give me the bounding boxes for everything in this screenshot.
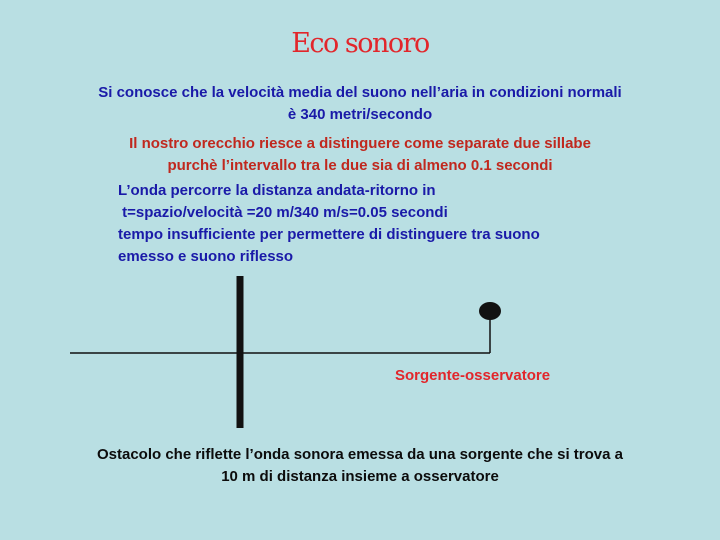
caption-line-1: Ostacolo che riflette l’onda sonora emessa da una sorgente che si trova a — [96, 446, 623, 463]
calculation-line-4: emesso e suono riflesso — [118, 248, 294, 265]
caption-line-2: 10 m di distanza insieme a osservatore — [221, 468, 499, 485]
intro-line-2: è 340 metri/secondo — [287, 106, 433, 123]
slide-title: Eco sonoro — [291, 28, 429, 59]
hearing-line-2: purchè l’intervallo tra le due sia di almeno 0.1 secondi — [167, 157, 553, 174]
source-observer-icon — [479, 302, 501, 320]
diagram-caption — [20, 444, 700, 488]
calculation-line-3: tempo insufficiente per permettere di distinguere tra suono — [118, 226, 540, 243]
calculation-line-2: t=spazio/velocità =20 m/340 m/s=0.05 secondi — [118, 204, 448, 221]
intro-line-1: Si conosce che la velocità media del suono nell’aria in condizioni normali — [98, 84, 622, 101]
hearing-line-1: Il nostro orecchio riesce a distinguere come separate due sillabe — [129, 135, 591, 152]
calculation-line-1: L’onda percorre la distanza andata-ritorno in — [118, 182, 436, 199]
source-observer-label: Sorgente-osservatore — [395, 367, 551, 384]
